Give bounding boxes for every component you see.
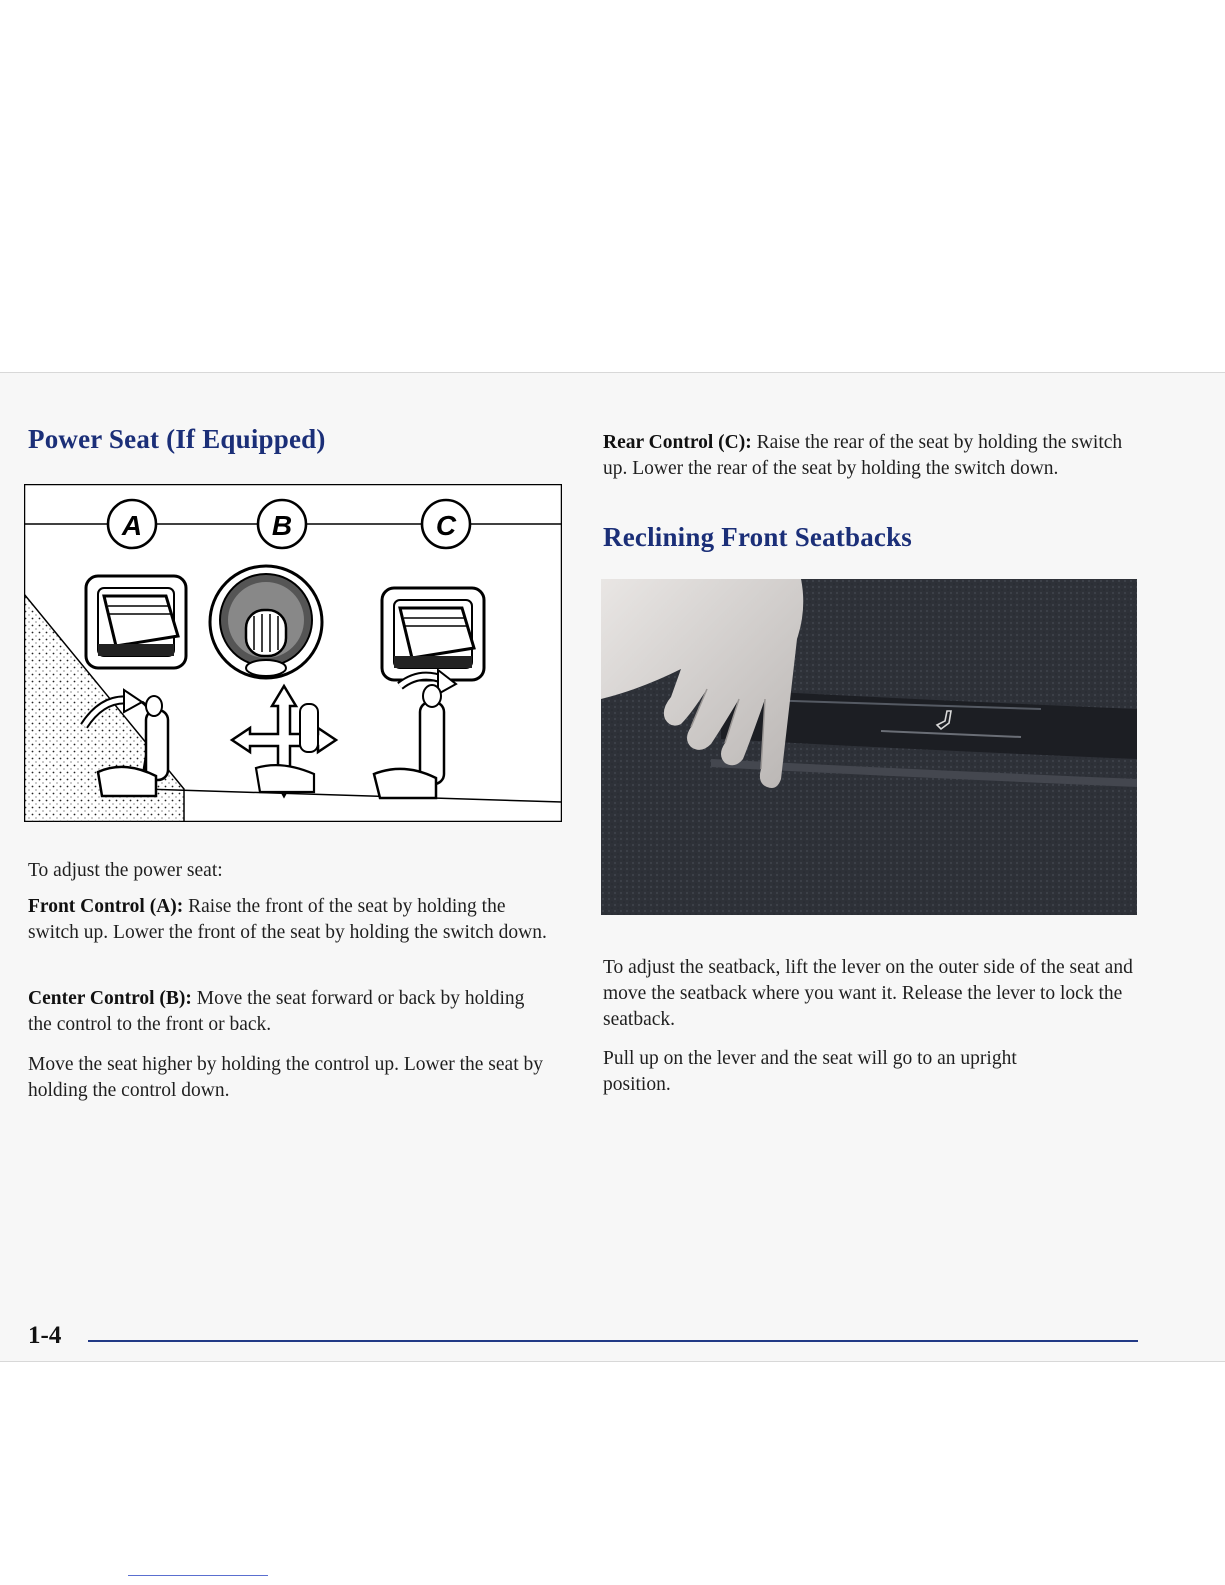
move-seat-paragraph: Move the seat higher by holding the control up. Lower the seat by holding the control down. (28, 1054, 543, 1101)
front-switch-icon (86, 576, 186, 668)
power-seat-diagram (24, 484, 562, 822)
label-b: B (271, 510, 293, 541)
center-control-paragraph (28, 986, 548, 1038)
intro-text: To adjust the power seat: (28, 860, 223, 881)
seatback-lever-photo (601, 579, 1137, 915)
front-control-label: Front Control (A): (28, 896, 184, 917)
front-control-paragraph (28, 894, 548, 946)
page-number: 1-4 (28, 1322, 62, 1349)
rear-control-paragraph (603, 430, 1133, 482)
footer-rule (88, 1340, 1138, 1342)
center-knob-icon (210, 566, 322, 678)
upright-paragraph: Pull up on the lever and the seat will go to an upright position. (603, 1048, 1017, 1095)
center-control-label: Center Control (B): (28, 988, 192, 1009)
label-c: C (435, 510, 457, 541)
label-a-circle (108, 500, 156, 548)
rear-switch-icon (382, 588, 484, 680)
bottom-edge-line (128, 1575, 268, 1576)
front-control-text: Raise the front of the seat by holding the switch up. Lower the front of the seat by holding the switch down. (28, 896, 547, 943)
power-seat-heading: Power Seat (If Equipped) (28, 424, 326, 454)
label-c-circle (422, 500, 470, 548)
rear-control-text: Raise the rear of the seat by holding the switch up. Lower the rear of the seat by holding the switch down. (603, 432, 1123, 479)
adjust-seatback-paragraph: To adjust the seatback, lift the lever on the outer side of the seat and move the seatback where you want it. Release the lever to lock the seatback. (603, 957, 1133, 1030)
rear-control-label: Rear Control (C): (603, 432, 752, 453)
center-control-text: Move the seat forward or back by holding the control to the front or back. (28, 988, 525, 1035)
label-b-circle (258, 500, 306, 548)
reclining-heading: Reclining Front Seatbacks (603, 522, 913, 552)
label-a: A (121, 510, 143, 541)
